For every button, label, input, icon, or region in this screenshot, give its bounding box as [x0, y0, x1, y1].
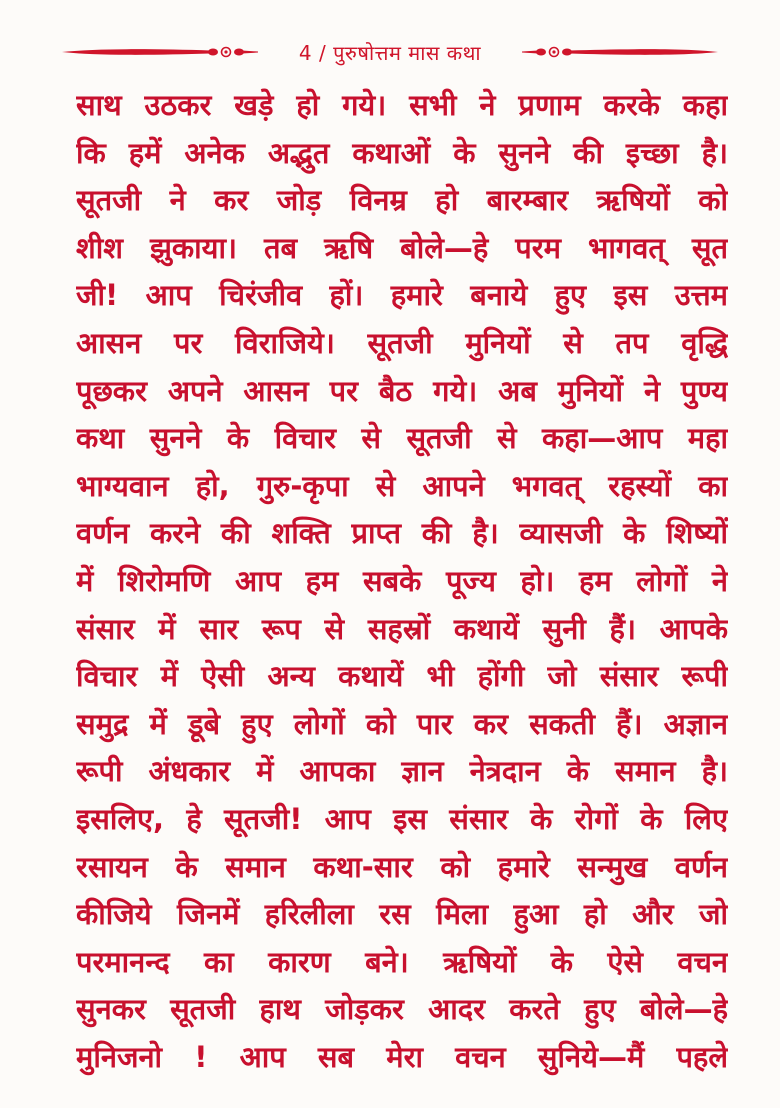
text-line: कथा सुनने के विचार से सूतजी से कहा—आप महा: [76, 421, 728, 456]
text-line: कि हमें अनेक अद्भुत कथाओं के सुनने की इच्छा है।: [76, 135, 728, 170]
text-line: रसायन के समान कथा-सार को हमारे सन्मुख वर्णन: [76, 849, 728, 884]
body-text: [76, 82, 728, 1081]
left-ornament-icon: [60, 42, 260, 62]
text-line: विचार में ऐसी अन्य कथायें भी होंगी जो संसार रूपी: [76, 659, 728, 694]
text-line: भाग्यवान हो, गुरु-कृपा से आपने भगवत् रहस्यों का: [76, 468, 728, 503]
text-line: साथ उठकर खड़े हो गये। सभी ने प्रणाम करके कहा: [76, 88, 728, 122]
text-line: इसलिए, हे सूतजी! आप इस संसार के रोगों के लिए: [76, 801, 728, 836]
text-line: सुनकर सूतजी हाथ जोड़कर आदर करते हुए बोले—हे: [76, 992, 728, 1027]
text-line: शीश झुकाया। तब ऋषि बोले—हे परम भागवत् सूत: [76, 230, 728, 265]
text-line: आसन पर विराजिये। सूतजी मुनियों से तप वृद्धि: [76, 325, 728, 360]
right-ornament-icon: [520, 42, 720, 62]
page-header-title: 4 / पुरुषोत्तम मास कथा: [298, 40, 482, 65]
text-line: वर्णन करने की शक्ति प्राप्त की है। व्यासजी के शिष्यों: [76, 516, 728, 551]
text-line: सूतजी ने कर जोड़ विनम्र हो बारम्बार ऋषियों को: [76, 183, 728, 218]
text-line: मुनिजनो ! आप सब मेरा वचन सुनिये—मैं पहले: [76, 1039, 728, 1074]
text-line: परमानन्द का कारण बने। ऋषियों के ऐसे वचन: [76, 944, 728, 979]
text-line: जी! आप चिरंजीव हों। हमारे बनाये हुए इस उत्तम: [76, 278, 728, 313]
text-line: पूछकर अपने आसन पर बैठ गये। अब मुनियों ने पुण्य: [76, 373, 728, 408]
text-line: रूपी अंधकार में आपका ज्ञान नेत्रदान के समान है।: [76, 754, 728, 789]
text-line: कीजिये जिनमें हरिलीला रस मिला हुआ हो और जो: [76, 897, 728, 932]
text-line: समुद्र में डूबे हुए लोगों को पार कर सकती हैं। अज्ञान: [76, 706, 728, 741]
page-header: [60, 34, 720, 70]
text-line: संसार में सार रूप से सहस्रों कथायें सुनी हैं। आपके: [76, 611, 728, 646]
text-line: में शिरोमणि आप हम सबके पूज्य हो। हम लोगों ने: [76, 563, 728, 598]
